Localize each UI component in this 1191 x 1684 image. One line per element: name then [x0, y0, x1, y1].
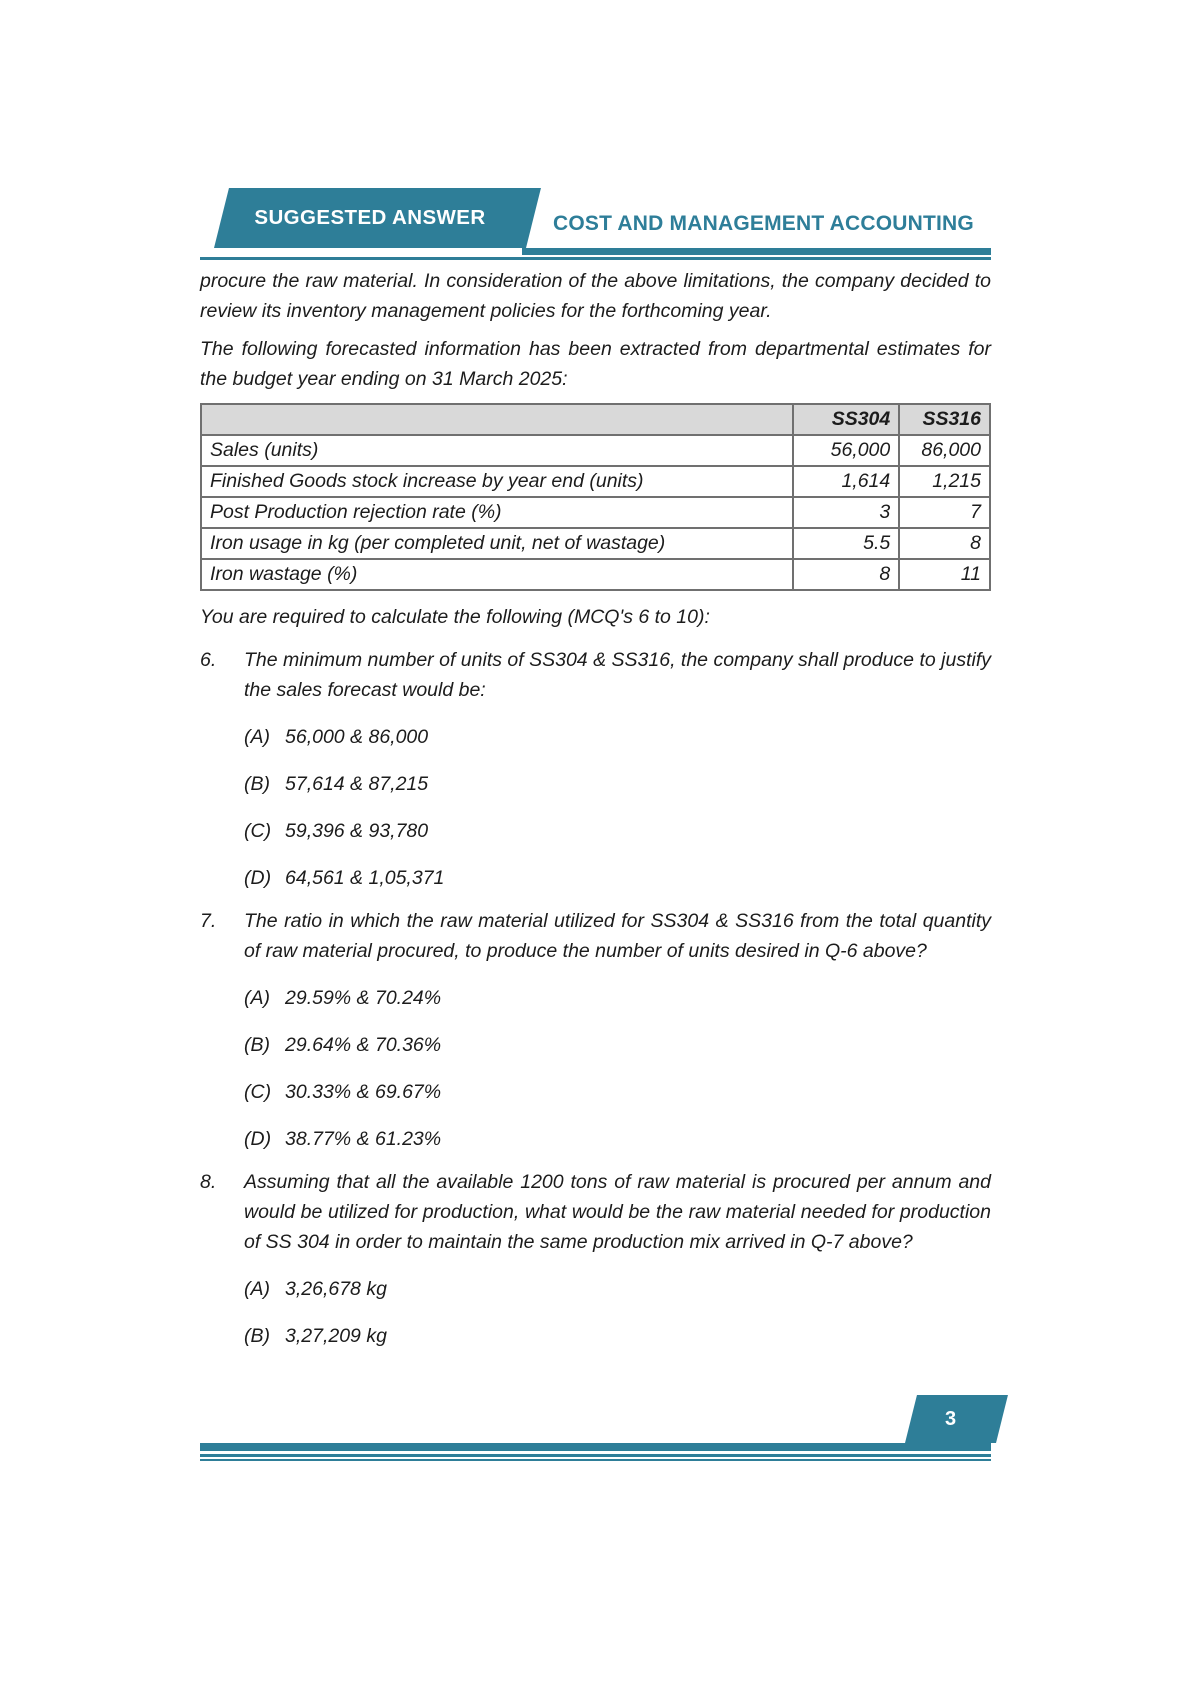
row-ss304-value: 5.5 — [793, 528, 900, 559]
row-ss316-value: 7 — [899, 497, 990, 528]
row-ss316-value: 1,215 — [899, 466, 990, 497]
row-ss304-value: 1,614 — [793, 466, 900, 497]
question-8 — [200, 1167, 991, 1257]
table-row — [201, 466, 990, 497]
option-text: 29.59% & 70.24% — [285, 987, 442, 1009]
question-7-option-b — [244, 1030, 991, 1060]
option-label: (C) — [244, 820, 272, 842]
question-7 — [200, 906, 991, 966]
row-ss304-value: 56,000 — [793, 435, 900, 466]
option-text: 56,000 & 86,000 — [285, 726, 429, 748]
row-label: Iron usage in kg (per completed unit, net of wastage) — [201, 528, 793, 559]
page-content — [200, 188, 991, 1351]
row-label: Post Production rejection rate (%) — [201, 497, 793, 528]
question-text: The minimum number of units of SS304 & SS316, the company shall produce to justify the sales forecast would be: — [244, 649, 991, 701]
question-7-option-d — [244, 1124, 991, 1154]
question-text: Assuming that all the available 1200 tons of raw material is procured per annum and would be utilized for production, what would be the raw material needed for production of SS 304 in order to maintain the same production mix arrived in Q-7 above? — [244, 1171, 991, 1253]
footer-rule-thin — [200, 1454, 991, 1457]
option-text: 38.77% & 61.23% — [285, 1128, 442, 1150]
question-number: 6. — [200, 649, 217, 671]
option-text: 64,561 & 1,05,371 — [285, 867, 445, 889]
table-row — [201, 497, 990, 528]
option-label: (B) — [244, 1034, 270, 1056]
option-label: (A) — [244, 1278, 270, 1300]
option-text: 59,396 & 93,780 — [285, 820, 429, 842]
table-row — [201, 559, 990, 590]
option-label: (B) — [244, 773, 270, 795]
question-6-option-b — [244, 769, 991, 799]
option-text: 3,26,678 kg — [285, 1278, 387, 1300]
table-header-ss304: SS304 — [793, 404, 900, 435]
table-header-blank — [201, 404, 793, 435]
option-label: (D) — [244, 867, 272, 889]
page-header — [200, 188, 991, 260]
table-row — [201, 528, 990, 559]
requirement-text: You are required to calculate the following (MCQ's 6 to 10): — [200, 606, 710, 628]
question-6-option-a — [244, 722, 991, 752]
question-6-option-c — [244, 816, 991, 846]
option-label: (C) — [244, 1081, 272, 1103]
row-ss316-value: 11 — [899, 559, 990, 590]
row-ss316-value: 8 — [899, 528, 990, 559]
option-text: 57,614 & 87,215 — [285, 773, 429, 795]
option-text: 3,27,209 kg — [285, 1325, 387, 1347]
option-label: (A) — [244, 987, 270, 1009]
forecast-table — [200, 403, 991, 591]
question-8-option-a — [244, 1274, 991, 1304]
question-6-option-d — [244, 863, 991, 893]
row-ss304-value: 3 — [793, 497, 900, 528]
question-text: The ratio in which the raw material utilized for SS304 & SS316 from the total quantity of raw material procured, to produce the number of units desired in Q-6 above? — [244, 910, 991, 962]
suggested-answer-label: SUGGESTED ANSWER — [254, 206, 486, 229]
table-header-ss316: SS316 — [899, 404, 990, 435]
intro-paragraph-2: The following forecasted information has been extracted from departmental estimates for the budget year ending on 31 March 2025: — [200, 338, 991, 390]
row-label: Sales (units) — [201, 435, 793, 466]
question-7-option-a — [244, 983, 991, 1013]
intro-paragraph-1: procure the raw material. In consideration of the above limitations, the company decided to review its inventory management policies for the forthcoming year. — [200, 270, 991, 322]
question-6 — [200, 645, 991, 705]
footer-rule-thick — [200, 1443, 991, 1451]
document-title: COST AND MANAGEMENT ACCOUNTING — [553, 212, 974, 235]
option-text: 30.33% & 69.67% — [285, 1081, 442, 1103]
question-number: 8. — [200, 1171, 217, 1193]
option-text: 29.64% & 70.36% — [285, 1034, 442, 1056]
header-rule-thick — [522, 248, 991, 255]
table-header-row — [201, 404, 990, 435]
header-rule-thin — [200, 257, 991, 260]
row-label: Iron wastage (%) — [201, 559, 793, 590]
option-label: (A) — [244, 726, 270, 748]
option-label: (D) — [244, 1128, 272, 1150]
question-7-option-c — [244, 1077, 991, 1107]
question-8-option-b — [244, 1321, 991, 1351]
option-label: (B) — [244, 1325, 270, 1347]
row-ss304-value: 8 — [793, 559, 900, 590]
row-ss316-value: 86,000 — [899, 435, 990, 466]
question-number: 7. — [200, 910, 217, 932]
row-label: Finished Goods stock increase by year end (units) — [201, 466, 793, 497]
page-number: 3 — [944, 1407, 957, 1430]
footer-rule-hairline — [200, 1459, 991, 1461]
table-row — [201, 435, 990, 466]
